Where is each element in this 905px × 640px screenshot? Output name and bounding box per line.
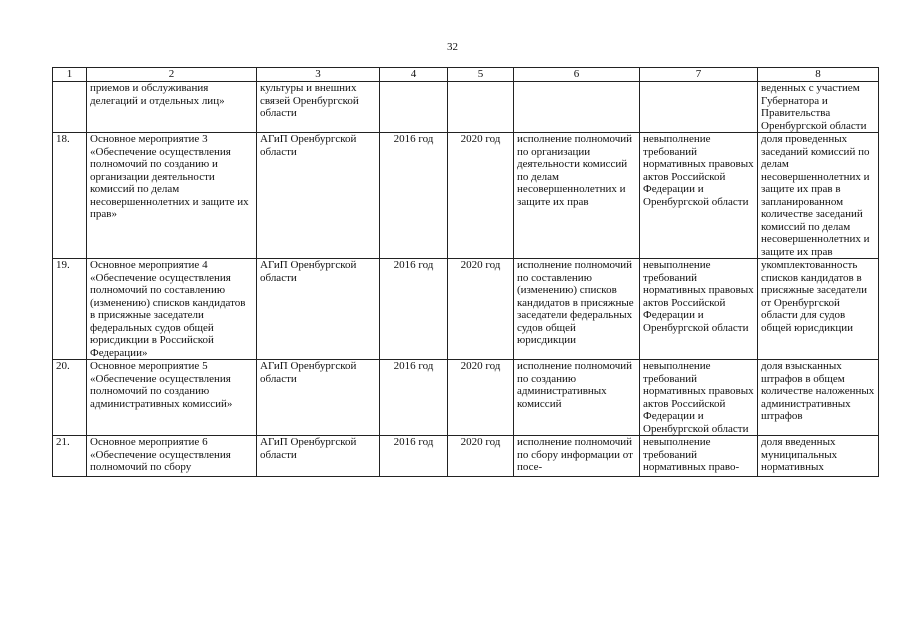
page-number: 32	[447, 41, 458, 53]
end-year: 2020 год	[448, 436, 514, 477]
executor: культуры и внешних связей Оренбургской области	[257, 82, 380, 133]
row-number	[53, 82, 87, 133]
header-cell: 1	[53, 68, 87, 82]
executor: АГиП Оренбургской области	[257, 259, 380, 360]
executor: АГиП Оренбургской области	[257, 360, 380, 436]
measures-table	[52, 67, 879, 477]
header-cell: 2	[87, 68, 257, 82]
expected-result: исполнение полномочий по организации деятельности комиссий по делам несовершеннолетних и защите их прав	[514, 133, 640, 259]
expected-result: исполнение полномочий по сбору информации от посе-	[514, 436, 640, 477]
row-number: 20.	[53, 360, 87, 436]
indicator: укомплектованность списков кандидатов в присяжные заседатели от Оренбургской области для судов общей юрисдикции	[758, 259, 879, 360]
measure-name: Основное мероприятие 5 «Обеспечение осуществления полномочий по созданию административных комиссий»	[87, 360, 257, 436]
non-implementation-consequences: невыполнение требований нормативных правовых актов Российской Федерации и Оренбургской области	[640, 360, 758, 436]
table-row	[53, 436, 879, 477]
row-number: 18.	[53, 133, 87, 259]
indicator: доля взысканных штрафов в общем количестве наложенных административных штрафов	[758, 360, 879, 436]
start-year: 2016 год	[380, 436, 448, 477]
header-cell: 3	[257, 68, 380, 82]
non-implementation-consequences: невыполнение требований нормативных право-	[640, 436, 758, 477]
start-year: 2016 год	[380, 259, 448, 360]
start-year	[380, 82, 448, 133]
row-number: 19.	[53, 259, 87, 360]
end-year	[448, 82, 514, 133]
table-row	[53, 82, 879, 133]
header-cell: 8	[758, 68, 879, 82]
non-implementation-consequences: невыполнение требований нормативных правовых актов Российской Федерации и Оренбургской области	[640, 259, 758, 360]
non-implementation-consequences	[640, 82, 758, 133]
row-number: 21.	[53, 436, 87, 477]
header-row	[53, 68, 879, 82]
expected-result: исполнение полномочий по составлению (изменению) списков кандидатов в присяжные заседатели федеральных судов общей юрисдикции	[514, 259, 640, 360]
indicator: доля проведенных заседаний комиссий по делам несовершеннолетних и защите их прав в запланированном количестве заседаний комиссий по делам несовершеннолетних и защите их прав	[758, 133, 879, 259]
end-year: 2020 год	[448, 133, 514, 259]
start-year: 2016 год	[380, 133, 448, 259]
measure-name: Основное мероприятие 3 «Обеспечение осуществления полномочий по созданию и организации деятельности комиссий по делам несовершеннолетних и защите их прав»	[87, 133, 257, 259]
measure-name: Основное мероприятие 6 «Обеспечение осуществления полномочий по сбору	[87, 436, 257, 477]
indicator: доля введенных муниципальных нормативных	[758, 436, 879, 477]
executor: АГиП Оренбургской области	[257, 436, 380, 477]
indicator: веденных с участием Губернатора и Правительства Оренбургской области	[758, 82, 879, 133]
expected-result	[514, 82, 640, 133]
header-cell: 5	[448, 68, 514, 82]
executor: АГиП Оренбургской области	[257, 133, 380, 259]
non-implementation-consequences: невыполнение требований нормативных правовых актов Российской Федерации и Оренбургской области	[640, 133, 758, 259]
header-cell: 4	[380, 68, 448, 82]
start-year: 2016 год	[380, 360, 448, 436]
measure-name: Основное мероприятие 4 «Обеспечение осуществления полномочий по составлению (изменению) списков кандидатов в присяжные заседатели федеральных судов общей юрисдикции в Российской Федерации»	[87, 259, 257, 360]
table-row	[53, 259, 879, 360]
expected-result: исполнение полномочий по созданию административных комиссий	[514, 360, 640, 436]
header-cell: 6	[514, 68, 640, 82]
end-year: 2020 год	[448, 360, 514, 436]
table-row	[53, 360, 879, 436]
measure-name: приемов и обслуживания делегаций и отдельных лиц»	[87, 82, 257, 133]
end-year: 2020 год	[448, 259, 514, 360]
header-cell: 7	[640, 68, 758, 82]
table-row	[53, 133, 879, 259]
